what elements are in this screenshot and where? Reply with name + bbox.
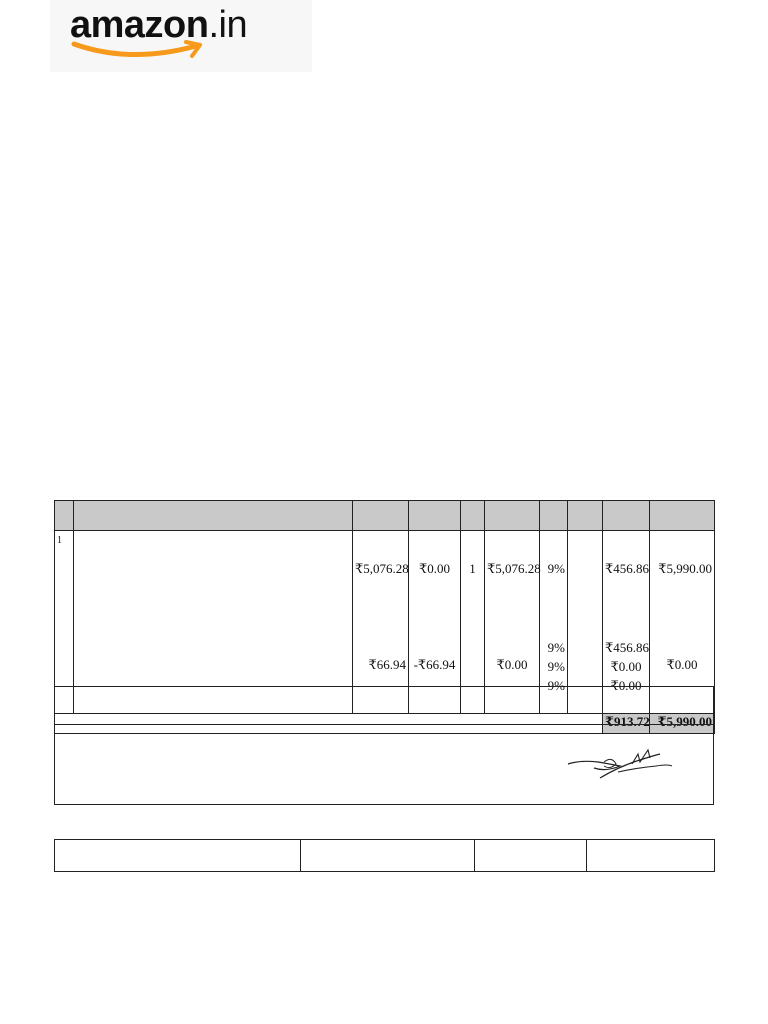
tax-rate-line: 9% bbox=[547, 640, 565, 655]
tax-rate-cell: 9% bbox=[540, 531, 568, 636]
header-cell bbox=[485, 501, 540, 531]
header-cell bbox=[74, 501, 353, 531]
amount-in-words-box bbox=[54, 686, 714, 725]
tax-type-cell bbox=[568, 531, 603, 636]
header-cell bbox=[409, 501, 461, 531]
footer-cell bbox=[475, 840, 587, 872]
header-cell bbox=[540, 501, 568, 531]
header-cell bbox=[568, 501, 603, 531]
shipping-net-amount-cell: ₹0.00 bbox=[485, 635, 540, 714]
net-amount-cell: ₹5,076.28 bbox=[485, 531, 540, 636]
shipping-total-cell: ₹0.00 bbox=[650, 635, 715, 714]
unit-price-cell: ₹5,076.28 bbox=[353, 531, 409, 636]
footer-cell bbox=[301, 840, 475, 872]
authorized-signature bbox=[540, 744, 680, 784]
logo-brand: amazon bbox=[70, 4, 209, 46]
amazon-logo bbox=[50, 0, 312, 72]
tax-amount-cell: ₹456.86 bbox=[603, 531, 650, 636]
header-cell bbox=[461, 501, 485, 531]
footer-table bbox=[54, 839, 715, 872]
total-amount-cell: ₹5,990.00 bbox=[650, 531, 715, 636]
footer-row bbox=[55, 840, 715, 872]
footer-cell bbox=[587, 840, 715, 872]
tax-rate-line: 9% bbox=[547, 678, 565, 693]
amazon-smile-icon bbox=[70, 38, 240, 60]
header-cell bbox=[55, 501, 74, 531]
header-cell bbox=[603, 501, 650, 531]
header-cell bbox=[650, 501, 715, 531]
table-row bbox=[55, 531, 715, 636]
tax-rate-line: 9% bbox=[547, 659, 565, 674]
sl-no-cell: 1 bbox=[55, 531, 74, 714]
tax-amount-line: ₹0.00 bbox=[610, 659, 642, 674]
qty-cell: 1 bbox=[461, 531, 485, 636]
header-cell bbox=[353, 501, 409, 531]
shipping-discount-cell: -₹66.94 bbox=[409, 635, 461, 714]
total-tax-cell: ₹913.72 bbox=[603, 714, 650, 734]
tax-amount-line: ₹0.00 bbox=[610, 678, 642, 693]
discount-cell: ₹0.00 bbox=[409, 531, 461, 636]
shipping-unit-price-cell: ₹66.94 bbox=[353, 635, 409, 714]
total-amount-cell: ₹5,990.00 bbox=[650, 714, 715, 734]
logo-suffix: .in bbox=[208, 4, 248, 46]
tax-amount-line: ₹456.86 bbox=[605, 640, 650, 655]
table-header-row bbox=[55, 501, 715, 531]
footer-cell bbox=[55, 840, 301, 872]
